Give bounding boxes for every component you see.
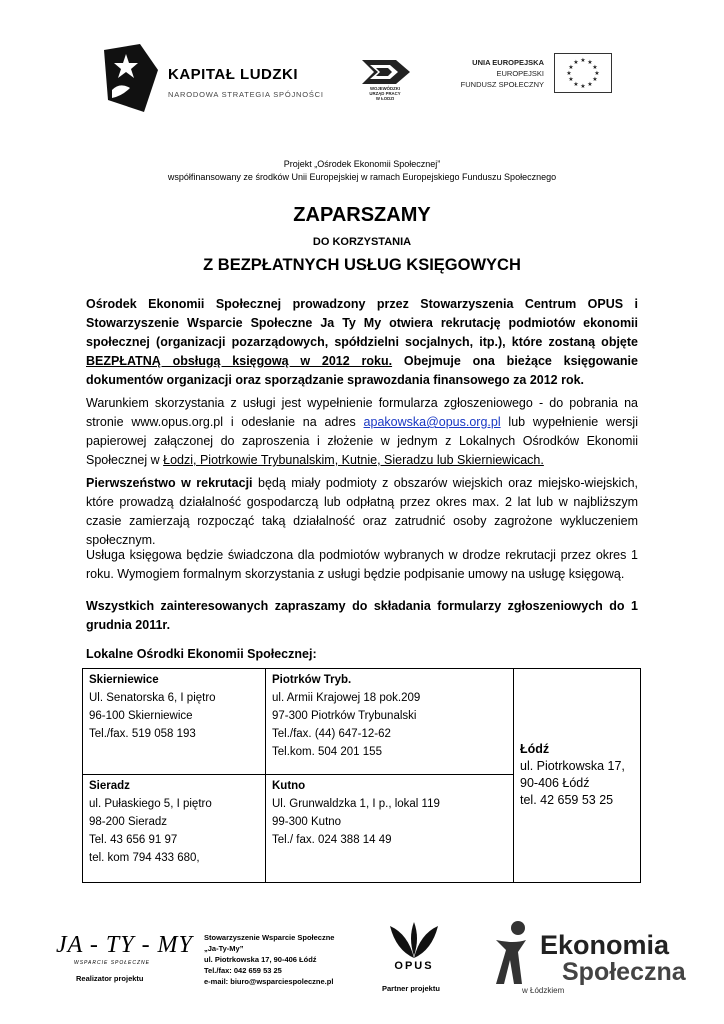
office-phone: Tel./ fax. 024 388 14 49 [272,834,392,846]
footer-org-name: Stowarzyszenie Wsparcie Społeczne [204,933,335,942]
opus-emblem-icon [382,920,446,960]
office-name: Skierniewice [89,674,159,686]
office-phone: Tel. 43 656 91 97 [89,834,178,846]
office-postcode: 97-300 Piotrków Trybunalski [272,710,417,722]
conditions-cities: Łodzi, Piotrkowie Trybunalskim, Kutnie, Sieradzu lub Skierniewicach. [163,453,544,467]
opus-logo-text: OPUS [394,960,434,972]
partner-label: Partner projektu [382,984,440,993]
eu-line-3: FUNDUSZ SPOŁECZNY [460,80,544,89]
svg-text:★: ★ [594,70,600,77]
footer-email: e-mail: biuro@wsparciespoleczne.pl [204,977,334,986]
office-postcode: 99-300 Kutno [272,816,342,828]
office-lodz [514,739,640,811]
paragraph-priority [86,474,638,550]
office-piotrkow [266,669,513,763]
office-name: Kutno [272,780,306,792]
wup-line-3: W ŁODZI [375,96,395,101]
eu-line-2: EUROPEJSKI [496,69,544,78]
office-phone: tel. 42 659 53 25 [520,793,614,807]
spoleczna-word: Społeczna [562,958,686,986]
office-sieradz [83,775,265,869]
svg-text:★: ★ [592,64,598,71]
wup-line-2: URZĄD PRACY [369,91,401,96]
office-postcode: 96-100 Skierniewice [89,710,193,722]
intro-text-c: Obejmuje ona bieżące księgowanie dokumentów organizacji oraz sporządzanie sprawozdania finansowego za 2012 rok. [86,354,638,387]
page-title: ZAPARSZAMY [293,204,431,226]
priority-label: Pierwszeństwo w rekrutacji [86,476,253,490]
eu-logo [440,47,610,107]
eu-flag-icon [554,53,612,93]
svg-text:★: ★ [587,81,593,88]
paragraph-conditions [86,394,638,470]
ja-ty-my-logo-text: JA - TY - MY [56,932,193,958]
office-phone: Tel./fax. (44) 647-12-62 [272,728,391,740]
project-line-1: Projekt „Ośrodek Ekonomii Społecznej” [283,159,441,169]
office-skierniewice [83,669,265,745]
paragraph-invitation: Wszystkich zainteresowanych zapraszamy do składania formularzy zgłoszeniowych do 1 grudnia 2011r. [86,599,638,632]
svg-text:★: ★ [573,81,579,88]
page-services-title: Z BEZPŁATNYCH USŁUG KSIĘGOWYCH [203,256,521,274]
footer-street: ul. Piotrkowska 17, 90-406 Łódź [204,955,317,964]
conditions-text-a: Warunkiem skorzystania z usługi jest wypełnienie formularza zgłoszeniowego - do pobrania na stronie www.opus.org.pl i odesłanie na adres [86,396,638,429]
footer-address [204,932,334,987]
office-phone: Tel./fax. 519 058 193 [89,728,196,740]
ekonomia-word: Ekonomia [540,930,670,960]
page-subtitle: DO KORZYSTANIA [312,236,412,248]
svg-text:★: ★ [587,59,593,66]
eu-line-1: UNIA EUROPEJSKA [472,58,544,67]
eu-logo-text [440,57,544,90]
email-link[interactable]: apakowska@opus.org.pl [363,415,501,429]
ja-ty-my-logo-subtitle: WSPARCIE SPOŁECZNE [74,960,150,966]
office-name: Łódź [520,742,550,756]
intro-free-service: BEZPŁATNĄ obsługą księgową w 2012 roku. [86,354,393,368]
svg-text:★: ★ [568,76,574,83]
wup-logo [356,56,414,106]
svg-text:★: ★ [580,57,586,64]
svg-text:★: ★ [573,59,579,66]
project-info [0,158,724,184]
wup-emblem-icon [356,56,414,86]
paragraph-service-period: Usługa księgowa będzie świadczona dla podmiotów wybranych w drodze rekrutacji przez okres 1 roku. Wymogiem formalnym skorzystania z usługi będzie podpisanie umowy na usługę księgową. [86,548,638,581]
kapital-ludzki-logo [100,40,325,120]
office-name: Sieradz [89,780,130,792]
office-mobile: tel. kom 794 433 680, [89,852,200,864]
offices-heading: Lokalne Ośrodki Ekonomii Społecznej: [86,647,317,661]
realizator-label: Realizator projektu [76,974,144,983]
office-address: Ul. Senatorska 6, I piętro [89,692,216,704]
svg-text:★: ★ [568,64,574,71]
svg-text:★: ★ [592,76,598,83]
footer-org-short: „Ja-Ty-My” [204,944,244,953]
office-name: Piotrków Tryb. [272,674,352,686]
office-address: ul. Piotrkowska 17, [520,759,625,773]
office-address: ul. Armii Krajowej 18 pok.209 [272,692,421,704]
intro-text-a: Ośrodek Ekonomii Społecznej prowadzony przez Stowarzyszenia Centrum OPUS i Stowarzyszenie Wsparcie Społeczne Ja Ty My otwiera rekrutację podmiotów ekonomii społecznej (organizacji pozarządowych, spółdzielni socjalnych, itp.), które zostaną objęte [86,297,638,349]
svg-text:★: ★ [566,70,572,77]
office-address: ul. Pułaskiego 5, I piętro [89,798,212,810]
lodzkie-word: w Łódzkiem [522,986,565,995]
wup-text [356,86,414,101]
office-address: Ul. Grunwaldzka 1, I p., lokal 119 [272,798,440,810]
opus-logo [382,920,446,978]
project-line-2: współfinansowany ze środków Unii Europejskiej w ramach Europejskiego Funduszu Społecznego [167,172,557,182]
wup-line-1: WOJEWÓDZKI [369,86,401,91]
footer-phone: Tel./fax: 042 659 53 25 [204,966,282,975]
offices-table [82,668,641,883]
kapital-ludzki-subtitle: NARODOWA STRATEGIA SPÓJNOŚCI [168,90,324,99]
ekonomia-figure-icon [488,918,534,990]
paragraph-intro [86,295,638,390]
kapital-ludzki-title: KAPITAŁ LUDZKI [168,66,299,83]
priority-text: będą miały podmioty z obszarów wiejskich oraz miejsko-wiejskich, które prowadzą działalność gospodarczą lub odpłatną przez okres max. 2 lat lub w najbliższym czasie zamierzają rozpocząć taką działalność oraz zatrudnić osoby zagrożone wykluczeniem społecznym. [86,476,639,547]
kapital-ludzki-emblem-icon [100,40,162,116]
office-kutno [266,775,513,851]
conditions-text-b: lub wypełnienie wersji papierowej załączonej do zaproszenia i złożenie w jednym z Lokalnych Ośrodków Ekonomii Społecznej w [86,415,638,467]
office-postcode: 98-200 Sieradz [89,816,167,828]
office-postcode: 90-406 Łódź [520,776,590,790]
ekonomia-spoleczna-logo [488,918,686,998]
office-mobile: Tel.kom. 504 201 155 [272,746,382,758]
svg-text:★: ★ [580,83,586,90]
